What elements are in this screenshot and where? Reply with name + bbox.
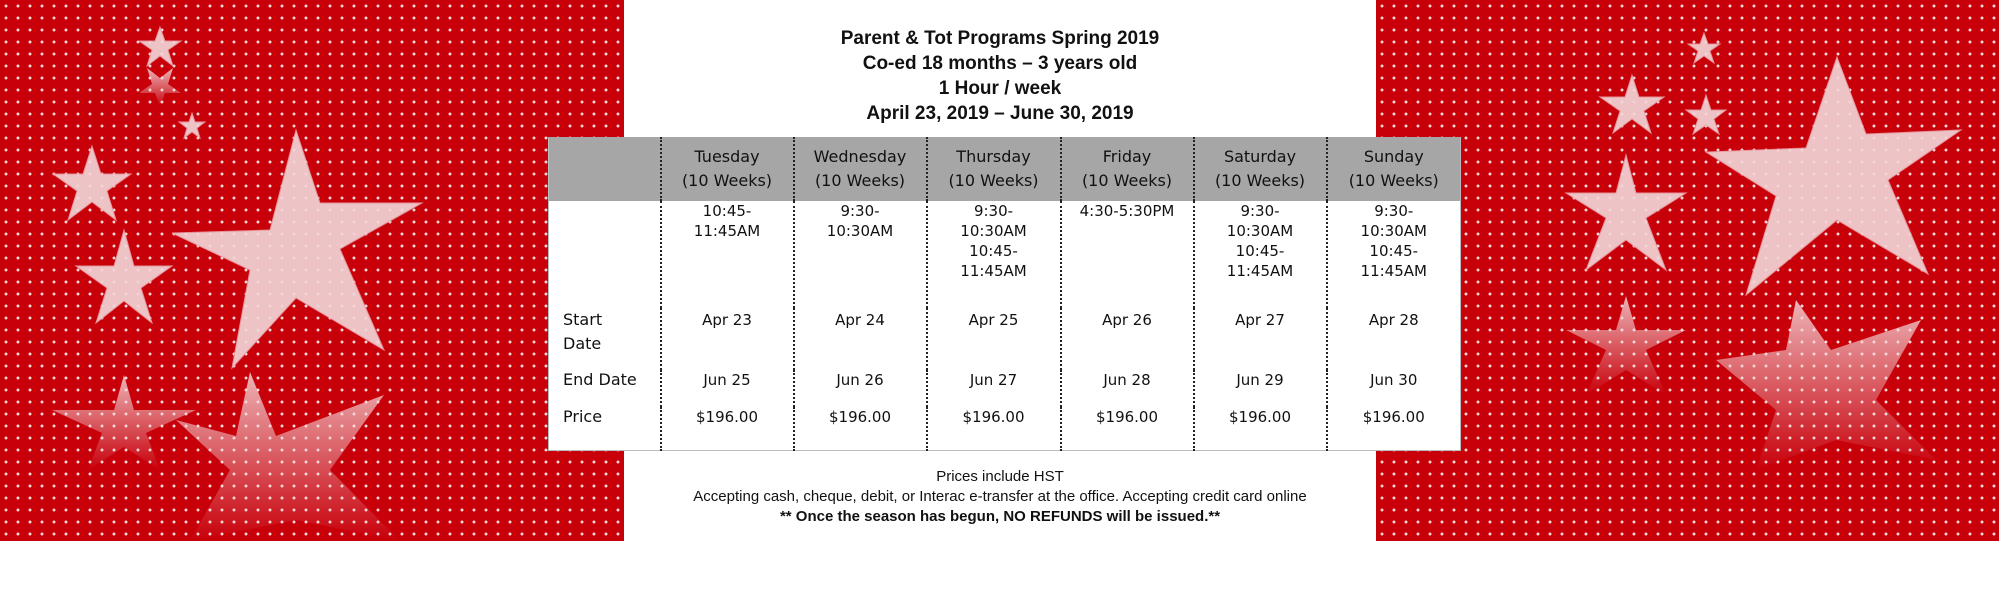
table-row-end-date	[549, 370, 1461, 407]
star-icon	[176, 372, 400, 541]
table-header-cell: Wednesday (10 Weeks)	[794, 137, 927, 201]
right-stars-graphic	[1376, 0, 1999, 541]
page-title: Parent & Tot Programs Spring 2019	[840, 28, 1160, 49]
start-date-cell: Apr 28	[1327, 308, 1461, 370]
price-cell: $196.00	[1061, 407, 1194, 451]
end-date-cell: Jun 27	[927, 370, 1061, 407]
star-icon	[1706, 57, 1961, 295]
price-cell: $196.00	[794, 407, 927, 451]
table-header-cell: Saturday (10 Weeks)	[1194, 137, 1327, 201]
end-date-cell: Jun 26	[794, 370, 927, 407]
table-header-cell: Thursday (10 Weeks)	[927, 137, 1061, 201]
left-stars-graphic	[0, 0, 624, 541]
start-date-cell: Apr 25	[927, 308, 1061, 370]
star-icon	[1688, 33, 1720, 63]
star-icon	[1686, 95, 1726, 134]
star-icon	[139, 68, 181, 107]
schedule-table	[548, 137, 1461, 451]
price-cell: $196.00	[927, 407, 1061, 451]
star-icon	[1600, 75, 1664, 133]
session-duration: 1 Hour / week	[938, 78, 1062, 99]
star-icon	[53, 146, 131, 220]
star-icon	[1716, 300, 1936, 470]
table-row-start-date	[549, 308, 1461, 370]
age-range: Co-ed 18 months – 3 years old	[862, 53, 1138, 74]
table-row-price	[549, 407, 1461, 451]
start-date-cell: Apr 23	[661, 308, 794, 370]
start-date-cell: Apr 26	[1061, 308, 1194, 370]
price-cell: $196.00	[1327, 407, 1461, 451]
start-date-cell: Apr 24	[794, 308, 927, 370]
time-cell: 9:30- 10:30AM 10:45- 11:45AM	[927, 201, 1061, 308]
start-date-cell: Apr 27	[1194, 308, 1327, 370]
table-header-blank	[549, 137, 661, 201]
row-label-start-date: Start Date	[563, 310, 603, 353]
time-cell: 4:30-5:30PM	[1061, 201, 1194, 308]
time-cell: 9:30- 10:30AM	[794, 201, 927, 308]
star-icon	[179, 113, 205, 138]
row-label-times	[549, 201, 661, 308]
row-label-end-date: End Date	[563, 369, 637, 389]
season-dates: April 23, 2019 – June 30, 2019	[866, 103, 1134, 124]
price-cell: $196.00	[1194, 407, 1327, 451]
table-header-row	[549, 137, 1461, 201]
right-decorative-panel	[1376, 0, 1999, 541]
table-header-cell: Friday (10 Weeks)	[1061, 137, 1194, 201]
end-date-cell: Jun 28	[1061, 370, 1194, 407]
left-decorative-panel	[0, 0, 624, 541]
star-icon	[52, 375, 196, 470]
star-icon	[76, 230, 172, 323]
hst-note: Prices include HST	[936, 468, 1064, 485]
refund-policy: ** Once the season has begun, NO REFUNDS will be issued.**	[779, 508, 1221, 525]
star-icon	[172, 130, 422, 368]
end-date-cell: Jun 25	[661, 370, 794, 407]
row-label-price: Price	[563, 406, 603, 426]
footer-notes	[624, 467, 1376, 527]
title-block	[624, 26, 1376, 126]
payment-note: Accepting cash, cheque, debit, or Interac e-transfer at the office. Accepting credit card online	[693, 488, 1307, 505]
star-icon	[139, 27, 181, 66]
end-date-cell: Jun 29	[1194, 370, 1327, 407]
table-row-times	[549, 201, 1461, 308]
table-header-cell: Sunday (10 Weeks)	[1327, 137, 1461, 201]
time-cell: 10:45- 11:45AM	[661, 201, 794, 308]
end-date-cell: Jun 30	[1327, 370, 1461, 407]
price-cell: $196.00	[661, 407, 794, 451]
table-header-cell: Tuesday (10 Weeks)	[661, 137, 794, 201]
time-cell: 9:30- 10:30AM 10:45- 11:45AM	[1327, 201, 1461, 308]
star-icon	[1566, 155, 1686, 270]
star-icon	[1566, 296, 1686, 395]
time-cell: 9:30- 10:30AM 10:45- 11:45AM	[1194, 201, 1327, 308]
